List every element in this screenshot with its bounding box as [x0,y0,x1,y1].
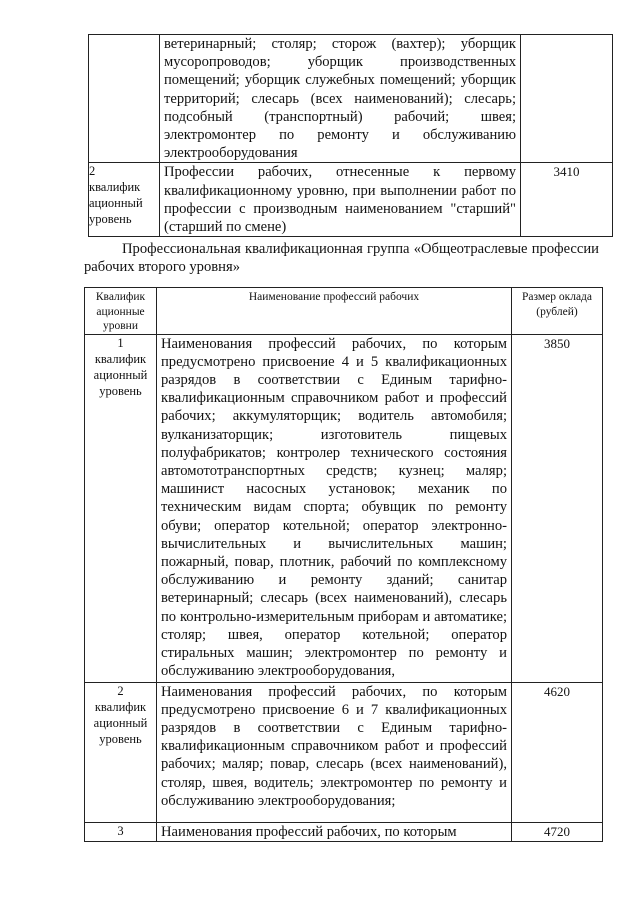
level-cell [85,682,157,822]
level-number: 3 [117,823,124,838]
qualification-table-second-level [84,287,603,842]
group-title: Профессиональная квалификационная группа «Общеотраслевые профессии рабочих второго уровня» [84,241,599,275]
level-number: 2 [117,683,124,698]
profession-cell: Наименования профессий рабочих, по которым предусмотрено присвоение 4 и 5 квалификационных разрядов в соответствии с Единым тарифно-квалификационным справочником работ и профессий рабочих; аккумуляторщик; водитель автомобиля; вулканизаторщик; изготовитель пищевых полуфабрикатов; контролер технического состояния автомототранспортных средств; кузнец; маляр; машинист насосных установок; механик по техническим видам спорта; обувщик по ремонту обуви; оператор котельной; оператор электронно-вычислительных и вычислительных машин; пожарный, повар, плотник, рабочий по комплексному обслуживанию и ремонту зданий; санитар ветеринарный; слесарь (всех наименований), слесарь по контрольно-измерительным приборам и автоматике; столяр; швея, оператор котельной; оператор стиральных машин; электромонтер по ремонту и обслуживанию электрооборудования, [157,334,512,682]
level-number: 2 [89,164,96,179]
level-label: квалифик ационный уровень [93,351,148,398]
table-row [85,334,603,682]
header-level: Квалифик ационные уровни [85,288,157,335]
table-row [85,682,603,822]
salary-cell: 4720 [512,822,603,841]
level-label: квалифик ационный уровень [89,180,143,227]
table-row [89,163,613,237]
table-row [89,35,613,163]
header-salary: Размер оклада (рублей) [512,288,603,335]
level-cell [85,822,157,841]
profession-cell: Профессии рабочих, отнесенные к первому квалификационному уровню, при выполнении работ по профессии с производным наименованием "старший" (старший по смене) [160,163,521,237]
salary-cell: 3410 [521,163,613,237]
table-row [85,822,603,841]
table-header-row [85,288,603,335]
salary-cell [521,35,613,163]
qualification-table-first-level [88,34,613,237]
level-number: 1 [117,335,124,350]
level-cell [89,163,160,237]
salary-cell: 4620 [512,682,603,822]
header-professions: Наименование профессий рабочих [157,288,512,335]
level-cell [89,35,160,163]
profession-cell: ветеринарный; столяр; сторож (вахтер); уборщик мусоропроводов; уборщик производственных помещений; уборщик служебных помещений; уборщик территорий; слесарь (всех наименований); слесарь; подсобный (транспортный) рабочий; швея; электромонтер по ремонту и обслуживанию электрооборудования [160,35,521,163]
level-cell [85,334,157,682]
profession-cell: Наименования профессий рабочих, по которым предусмотрено присвоение 6 и 7 квалификационных разрядов в соответствии с Единым тарифно-квалификационным справочником работ и профессий рабочих; маляр; повар, слесарь (всех наименований), столяр, швея, водитель; электромонтер по ремонту и обслуживанию электрооборудования; [157,682,512,822]
profession-cell: Наименования профессий рабочих, по которым [157,822,512,841]
salary-cell: 3850 [512,334,603,682]
level-label: квалифик ационный уровень [93,699,148,746]
